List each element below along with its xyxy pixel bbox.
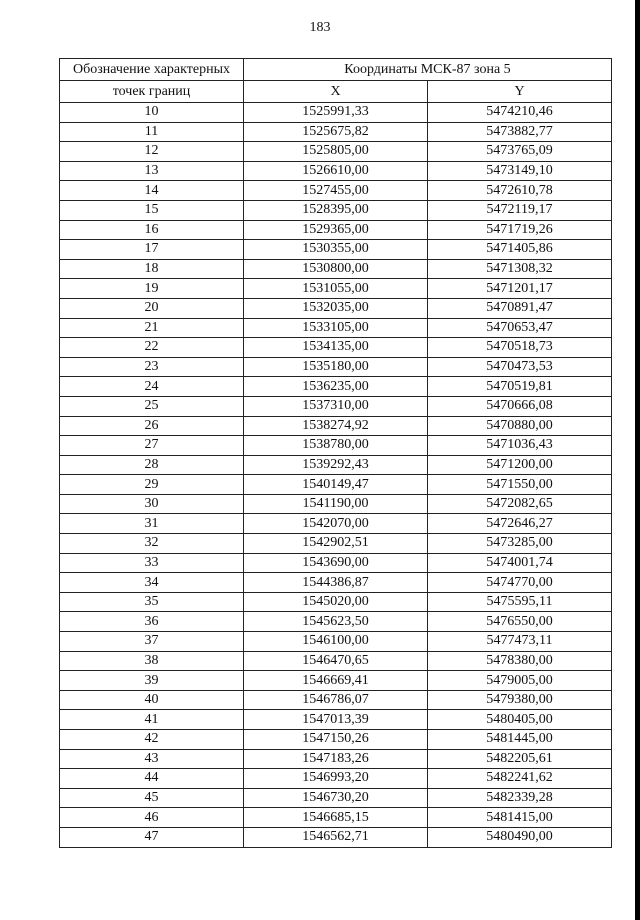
table-row [60, 338, 612, 358]
x-coordinate-cell: 1542902,51 [244, 534, 428, 554]
table-row [60, 142, 612, 162]
table-row [60, 494, 612, 514]
x-coordinate-cell: 1532035,00 [244, 298, 428, 318]
x-coordinate-cell: 1546470,65 [244, 651, 428, 671]
y-coordinate-cell: 5471308,32 [428, 259, 612, 279]
y-coordinate-cell: 5474770,00 [428, 573, 612, 593]
point-number-cell: 12 [60, 142, 244, 162]
y-coordinate-cell: 5474001,74 [428, 553, 612, 573]
x-coordinate-cell: 1545623,50 [244, 612, 428, 632]
table-row [60, 103, 612, 123]
header-y: Y [428, 81, 612, 103]
x-coordinate-cell: 1546786,07 [244, 690, 428, 710]
y-coordinate-cell: 5471200,00 [428, 455, 612, 475]
x-coordinate-cell: 1543690,00 [244, 553, 428, 573]
header-point-designation-cont: точек границ [60, 81, 244, 103]
y-coordinate-cell: 5478380,00 [428, 651, 612, 671]
x-coordinate-cell: 1525991,33 [244, 103, 428, 123]
scan-edge [635, 0, 640, 920]
point-number-cell: 20 [60, 298, 244, 318]
x-coordinate-cell: 1547183,26 [244, 749, 428, 769]
y-coordinate-cell: 5482241,62 [428, 769, 612, 789]
point-number-cell: 10 [60, 103, 244, 123]
table-row [60, 573, 612, 593]
table-row [60, 436, 612, 456]
table-row [60, 553, 612, 573]
table-row [60, 808, 612, 828]
table-row [60, 122, 612, 142]
point-number-cell: 36 [60, 612, 244, 632]
y-coordinate-cell: 5480405,00 [428, 710, 612, 730]
x-coordinate-cell: 1540149,47 [244, 475, 428, 495]
point-number-cell: 46 [60, 808, 244, 828]
x-coordinate-cell: 1525675,82 [244, 122, 428, 142]
x-coordinate-cell: 1529365,00 [244, 220, 428, 240]
point-number-cell: 32 [60, 534, 244, 554]
y-coordinate-cell: 5470653,47 [428, 318, 612, 338]
y-coordinate-cell: 5482339,28 [428, 788, 612, 808]
point-number-cell: 40 [60, 690, 244, 710]
x-coordinate-cell: 1545020,00 [244, 592, 428, 612]
table-row [60, 259, 612, 279]
header-coordinates-group: Координаты МСК-87 зона 5 [244, 59, 612, 81]
point-number-cell: 29 [60, 475, 244, 495]
y-coordinate-cell: 5470891,47 [428, 298, 612, 318]
y-coordinate-cell: 5471719,26 [428, 220, 612, 240]
x-coordinate-cell: 1539292,43 [244, 455, 428, 475]
point-number-cell: 30 [60, 494, 244, 514]
x-coordinate-cell: 1526610,00 [244, 161, 428, 181]
table-row [60, 181, 612, 201]
y-coordinate-cell: 5471036,43 [428, 436, 612, 456]
y-coordinate-cell: 5473285,00 [428, 534, 612, 554]
table-row [60, 514, 612, 534]
y-coordinate-cell: 5473882,77 [428, 122, 612, 142]
point-number-cell: 17 [60, 240, 244, 260]
point-number-cell: 37 [60, 632, 244, 652]
table-row [60, 377, 612, 397]
y-coordinate-cell: 5480490,00 [428, 827, 612, 847]
x-coordinate-cell: 1536235,00 [244, 377, 428, 397]
table-row [60, 592, 612, 612]
x-coordinate-cell: 1525805,00 [244, 142, 428, 162]
table-row [60, 534, 612, 554]
point-number-cell: 28 [60, 455, 244, 475]
point-number-cell: 15 [60, 200, 244, 220]
table-row [60, 690, 612, 710]
header-x: X [244, 81, 428, 103]
table-row [60, 200, 612, 220]
y-coordinate-cell: 5472646,27 [428, 514, 612, 534]
y-coordinate-cell: 5473149,10 [428, 161, 612, 181]
y-coordinate-cell: 5472610,78 [428, 181, 612, 201]
x-coordinate-cell: 1528395,00 [244, 200, 428, 220]
header-point-designation: Обозначение характерных [60, 59, 244, 81]
x-coordinate-cell: 1533105,00 [244, 318, 428, 338]
table-row [60, 298, 612, 318]
point-number-cell: 41 [60, 710, 244, 730]
y-coordinate-cell: 5475595,11 [428, 592, 612, 612]
table-row [60, 710, 612, 730]
x-coordinate-cell: 1530800,00 [244, 259, 428, 279]
table-row [60, 416, 612, 436]
y-coordinate-cell: 5470880,00 [428, 416, 612, 436]
y-coordinate-cell: 5479380,00 [428, 690, 612, 710]
x-coordinate-cell: 1531055,00 [244, 279, 428, 299]
table-row [60, 357, 612, 377]
table-subheader-row [60, 81, 612, 103]
x-coordinate-cell: 1546993,20 [244, 769, 428, 789]
point-number-cell: 13 [60, 161, 244, 181]
point-number-cell: 31 [60, 514, 244, 534]
x-coordinate-cell: 1538780,00 [244, 436, 428, 456]
table-row [60, 612, 612, 632]
x-coordinate-cell: 1546669,41 [244, 671, 428, 691]
x-coordinate-cell: 1542070,00 [244, 514, 428, 534]
x-coordinate-cell: 1546100,00 [244, 632, 428, 652]
y-coordinate-cell: 5477473,11 [428, 632, 612, 652]
table-row [60, 220, 612, 240]
point-number-cell: 27 [60, 436, 244, 456]
x-coordinate-cell: 1547150,26 [244, 730, 428, 750]
point-number-cell: 11 [60, 122, 244, 142]
y-coordinate-cell: 5471405,86 [428, 240, 612, 260]
x-coordinate-cell: 1538274,92 [244, 416, 428, 436]
point-number-cell: 23 [60, 357, 244, 377]
y-coordinate-cell: 5482205,61 [428, 749, 612, 769]
x-coordinate-cell: 1530355,00 [244, 240, 428, 260]
y-coordinate-cell: 5479005,00 [428, 671, 612, 691]
table-header-row [60, 59, 612, 81]
table-row [60, 827, 612, 847]
table-row [60, 769, 612, 789]
table-row [60, 671, 612, 691]
x-coordinate-cell: 1546685,15 [244, 808, 428, 828]
x-coordinate-cell: 1534135,00 [244, 338, 428, 358]
table-row [60, 396, 612, 416]
point-number-cell: 22 [60, 338, 244, 358]
x-coordinate-cell: 1546562,71 [244, 827, 428, 847]
point-number-cell: 21 [60, 318, 244, 338]
x-coordinate-cell: 1541190,00 [244, 494, 428, 514]
point-number-cell: 33 [60, 553, 244, 573]
point-number-cell: 18 [60, 259, 244, 279]
y-coordinate-cell: 5473765,09 [428, 142, 612, 162]
table-row [60, 161, 612, 181]
y-coordinate-cell: 5472082,65 [428, 494, 612, 514]
point-number-cell: 26 [60, 416, 244, 436]
table-row [60, 730, 612, 750]
point-number-cell: 16 [60, 220, 244, 240]
y-coordinate-cell: 5470473,53 [428, 357, 612, 377]
x-coordinate-cell: 1544386,87 [244, 573, 428, 593]
x-coordinate-cell: 1546730,20 [244, 788, 428, 808]
point-number-cell: 39 [60, 671, 244, 691]
table-row [60, 632, 612, 652]
point-number-cell: 25 [60, 396, 244, 416]
y-coordinate-cell: 5474210,46 [428, 103, 612, 123]
table-row [60, 279, 612, 299]
x-coordinate-cell: 1547013,39 [244, 710, 428, 730]
x-coordinate-cell: 1537310,00 [244, 396, 428, 416]
point-number-cell: 45 [60, 788, 244, 808]
table-row [60, 651, 612, 671]
table-row [60, 455, 612, 475]
y-coordinate-cell: 5470666,08 [428, 396, 612, 416]
point-number-cell: 47 [60, 827, 244, 847]
point-number-cell: 19 [60, 279, 244, 299]
table-row [60, 788, 612, 808]
point-number-cell: 14 [60, 181, 244, 201]
table-row [60, 240, 612, 260]
y-coordinate-cell: 5472119,17 [428, 200, 612, 220]
page-number: 183 [309, 20, 331, 35]
point-number-cell: 44 [60, 769, 244, 789]
table-row [60, 475, 612, 495]
point-number-cell: 35 [60, 592, 244, 612]
point-number-cell: 34 [60, 573, 244, 593]
point-number-cell: 24 [60, 377, 244, 397]
y-coordinate-cell: 5471550,00 [428, 475, 612, 495]
point-number-cell: 43 [60, 749, 244, 769]
point-number-cell: 42 [60, 730, 244, 750]
y-coordinate-cell: 5481415,00 [428, 808, 612, 828]
y-coordinate-cell: 5476550,00 [428, 612, 612, 632]
x-coordinate-cell: 1527455,00 [244, 181, 428, 201]
point-number-cell: 38 [60, 651, 244, 671]
y-coordinate-cell: 5470518,73 [428, 338, 612, 358]
table-row [60, 318, 612, 338]
y-coordinate-cell: 5471201,17 [428, 279, 612, 299]
y-coordinate-cell: 5481445,00 [428, 730, 612, 750]
x-coordinate-cell: 1535180,00 [244, 357, 428, 377]
coordinates-table [59, 58, 612, 848]
y-coordinate-cell: 5470519,81 [428, 377, 612, 397]
table-row [60, 749, 612, 769]
